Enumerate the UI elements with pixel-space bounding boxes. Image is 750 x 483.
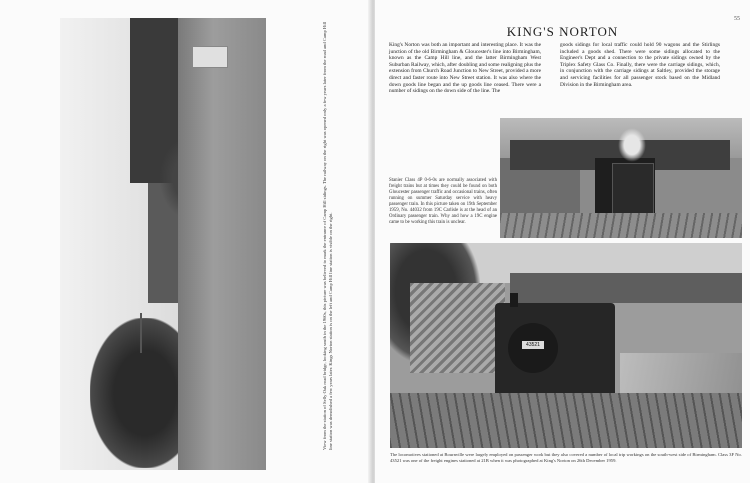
left-photo-caption: View from the station of Selly Oak road bridge, looking south in the 1960s, this picture was believed to mark the entrance of Camp Hill sidings. The railway on the right was opened only a few years later from the road and Camp Hill line station was demolished a few years later. Kings Norton station is on the left and Camp Hill line station is visible on the right. [322, 21, 333, 450]
photo-footbridge [510, 273, 742, 303]
photo-locomotive [612, 163, 654, 215]
left-page [0, 0, 372, 483]
photo-tracks [500, 213, 742, 238]
photo-lamp-post [140, 313, 142, 353]
photo-tracks [390, 393, 742, 448]
street-scene-photo [60, 18, 266, 470]
photo-steam [618, 128, 646, 162]
photo-stairs [410, 283, 505, 373]
bridge-locomotive-photo [500, 118, 742, 238]
photo-road [178, 18, 266, 470]
top-photo-caption: Stanier Class 4P 0-6-0s are normally associated with freight trains but at times they could be found on both Gloucester passenger traffic and occasional trains, often running on summer Saturday service with heavy passenger train. In this picture taken on 19th September 1959, No. 44032 from 19C Carlisle is at the head of an Ordinary passenger train. Why and how a 19C engine came to be working this train is unclear. [389, 178, 497, 225]
chapter-title: KING'S NORTON [506, 24, 619, 39]
right-page [375, 0, 750, 483]
page-number: 55 [734, 16, 740, 22]
locomotive-number-plate: 43521 [522, 341, 544, 349]
bottom-photo-caption: The locomotives stationed at Bournville were largely employed on passenger work but they also covered a number of local trip workings on the south-west side of Birmingham. Class 3F No. 43521 was one of the freight engines stationed at 21B when it was photographed at King's Norton on 26th December 1959. [390, 452, 742, 463]
body-text-right-column: goods sidings for local traffic could hold 90 wagons and the Stirlings included a goods shed. There were some sidings allocated to the Engineer's Dept and a connection to the private sidings owned by the Triplex Safety Glass Co. Finally, there were the carriage sidings, which, in conjunction with the carriage sidings at Saltley, provided the storage and servicing facilities for all passenger stock based on the Midland Division in the Birmingham area. [560, 42, 720, 88]
station-locomotive-photo [390, 243, 742, 448]
photo-billboard [192, 46, 228, 68]
photo-locomotive-chimney [510, 293, 518, 307]
body-text-left-column: King's Norton was both an important and interesting place. It was the junction of the old Birmingham & Gloucester's line into Birmingham, known as the Camp Hill line, and the latter Birmingham West Suburban Railway, which, after doubling and some realigning plus the extension from Church Road Junction to New Street, provided a more direct and faster route into New Street station. It was also where the down goods line began and the up goods line ceased. There were a number of sidings on the down side of the line. The [389, 42, 541, 95]
